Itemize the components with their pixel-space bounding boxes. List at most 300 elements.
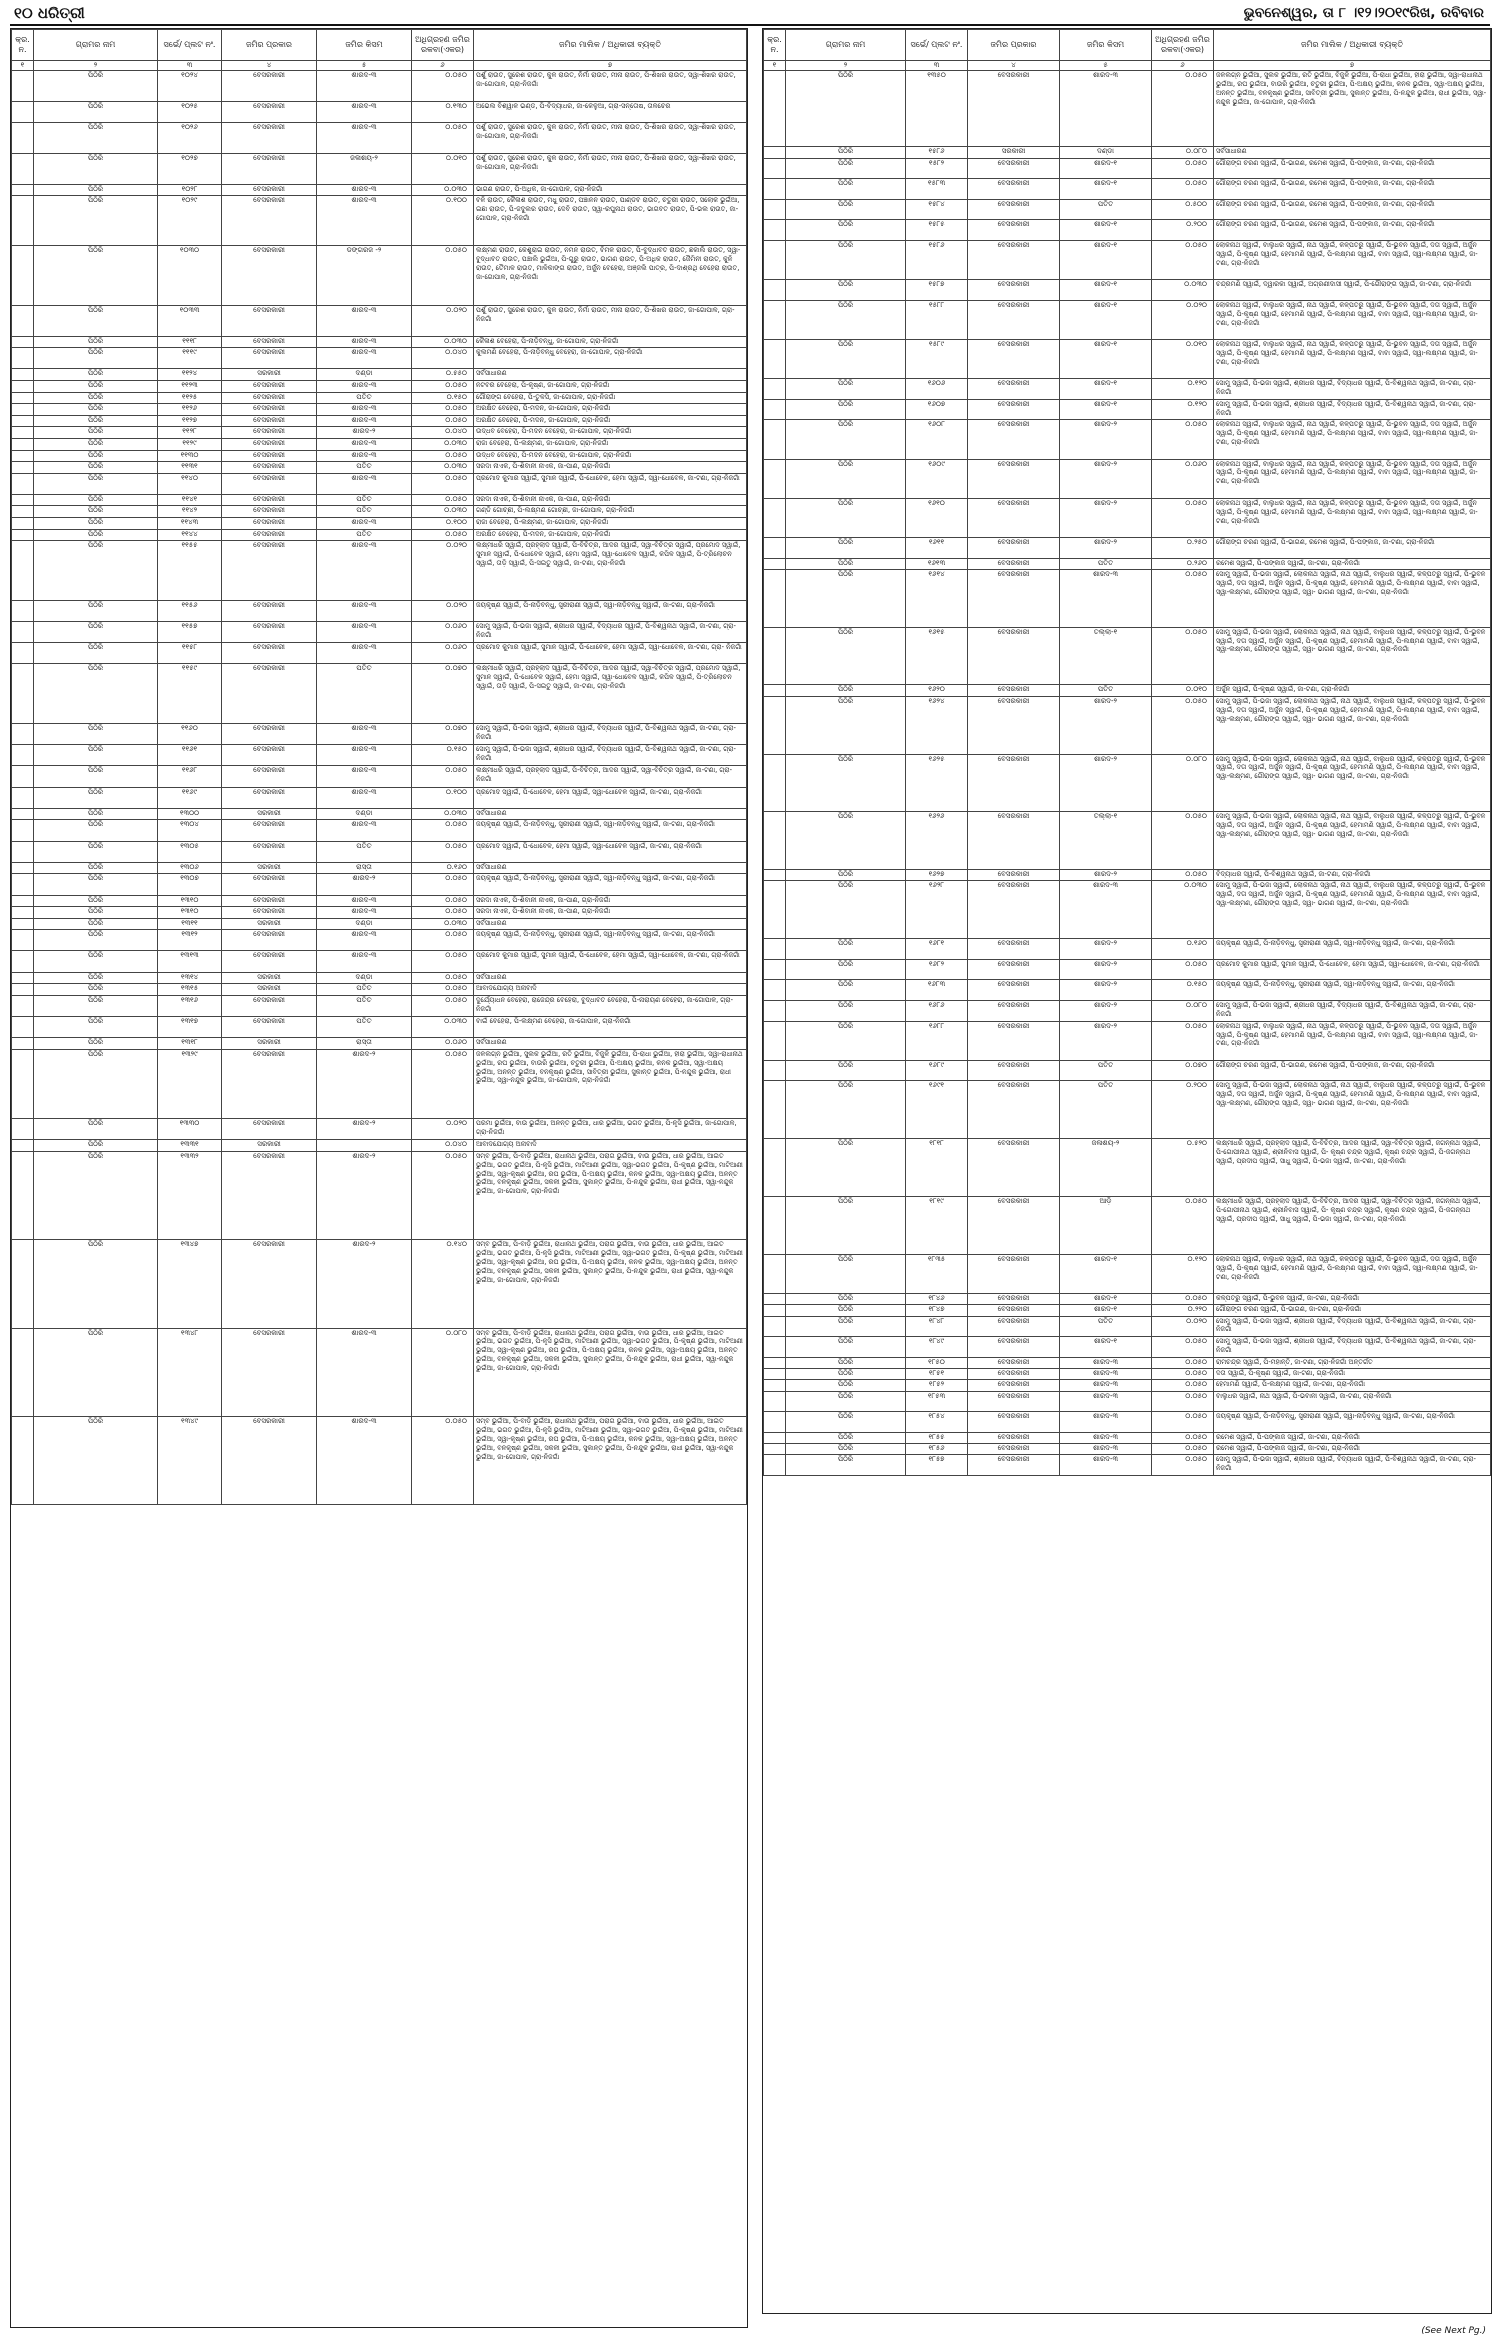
land-type-cell: ବେସରକାରୀ bbox=[968, 754, 1060, 812]
land-type-cell: ସରକାରୀ bbox=[222, 808, 317, 820]
plot-number-cell: ୧୫୮୨ bbox=[906, 158, 968, 179]
serial-cell bbox=[764, 280, 786, 301]
land-class-cell: ଶାରଦ-୩ bbox=[317, 1416, 412, 1504]
owner-cell: ଲୋକନାଥ ସ୍ୱାଇଁ, ବାଲୁଧର ସ୍ୱାଇଁ, ନାଥ ସ୍ୱାଇଁ, କଳ୍ପତରୁ ସ୍ୱାଇଁ, ପି-ଭୁବନ ସ୍ୱାଇଁ, ଦତା ସ୍ୱାଇଁ, ଅର୍ଜୁନ ସ୍ୱାଇଁ, ପି-କୃଷ୍ଣ ସ୍ୱାଇଁ, ହେମାମଣି ସ୍ୱାଇଁ, ପି-ଲକ୍ଷ୍ମଣ ସ୍ୱାଇଁ, ବାବା ସ୍ୱାଇଁ, ସ୍ୱା-ଲକ୍ଷ୍ମଣ ସ୍ୱାଇଁ, ଜା-ଟଣା, ଗ୍ରା-ନିଜଗାଁ bbox=[1214, 459, 1491, 498]
land-class-cell: ଶାରଦ-୩ bbox=[317, 518, 412, 530]
village-cell: ପିଠିରି bbox=[786, 420, 906, 459]
serial-cell bbox=[12, 450, 34, 462]
table-row bbox=[12, 541, 747, 601]
plot-number-cell: ୧୬୦୬ bbox=[906, 379, 968, 400]
owner-cell: ସର୍ବସାଧାରଣ bbox=[474, 862, 747, 874]
table-header-row bbox=[764, 30, 1491, 61]
land-type-cell: ବେସରକାରୀ bbox=[968, 1196, 1060, 1254]
area-cell: ୦.୦୫୦ bbox=[412, 766, 474, 787]
see-next-page-note: (See Next Pg.) bbox=[1421, 2326, 1486, 2336]
area-cell: ୦.୦୪୦ bbox=[412, 1140, 474, 1152]
land-type-cell: ସରକାରୀ bbox=[968, 147, 1060, 158]
area-cell: ୦.୦୭୦ bbox=[1152, 1060, 1214, 1081]
table-row bbox=[764, 498, 1491, 537]
serial-cell bbox=[764, 340, 786, 379]
village-cell: ପିଠିରି bbox=[34, 380, 158, 392]
table-row bbox=[764, 569, 1491, 627]
area-cell: ୦.୦୫୦ bbox=[1152, 1391, 1214, 1412]
plot-number-cell: ୧୧୪୦ bbox=[158, 473, 222, 494]
left-table-body bbox=[12, 71, 747, 1505]
land-class-cell: ଶାରଦ-୧ bbox=[1060, 379, 1152, 400]
plot-number-cell: ୧୩୧୫ bbox=[158, 984, 222, 996]
village-cell: ପିଠିରି bbox=[34, 1119, 158, 1140]
owner-cell: ଗୌରାଙ୍ଗ ଚରଣ ସ୍ୱାଇଁ, ପି-ଭାଗଣ, ରମେଶ ସ୍ୱାଇଁ, ପି-ପଙ୍କାଜ, ଜା-ଟଣା, ଗ୍ରା-ନିଜଗାଁ bbox=[1214, 158, 1491, 179]
land-type-cell: ବେସରକାରୀ bbox=[968, 881, 1060, 939]
table-row bbox=[12, 369, 747, 381]
plot-number-cell: ୧୧୪୩ bbox=[158, 518, 222, 530]
village-cell: ପିଠିରି bbox=[34, 246, 158, 306]
serial-cell bbox=[12, 841, 34, 862]
table-row bbox=[12, 1416, 747, 1504]
table-row bbox=[12, 122, 747, 153]
serial-cell bbox=[764, 1391, 786, 1412]
village-cell: ପିଠିରି bbox=[34, 348, 158, 369]
owner-cell: ସୋମୁ ସ୍ୱାଇଁ, ପି-ଭଜା ସ୍ୱାଇଁ, ଶ୍ରୀଧର ସ୍ୱାଇଁ, ବିଦ୍ୟାଧର ସ୍ୱାଇଁ, ପି-ବିଶ୍ୱନାଥ ସ୍ୱାଇଁ, ଜା-ଟଣା, ଗ୍ରା-ନିଜଗାଁ bbox=[1214, 1001, 1491, 1022]
col-header: ଜମିର ପ୍ରକାର bbox=[222, 30, 317, 61]
plot-number-cell: ୧୫୮୬ bbox=[906, 147, 968, 158]
serial-cell bbox=[12, 404, 34, 416]
col-header: ସର୍ଭେ/ ପ୍ଲଟ ନଂ. bbox=[906, 30, 968, 61]
area-cell: ୦.୦୫୦ bbox=[412, 1151, 474, 1239]
plot-number-cell: ୧୮୫୧ bbox=[906, 1369, 968, 1380]
area-cell: ୦.୦୨୦ bbox=[412, 600, 474, 621]
owner-cell: ଜଳଲଗ୍ନ ଭୁଇଁଆ, ସୁଲକ ଭୁଇଁଆ, ରତି ଭୁଇଁଆ, ବିଜୁଳି ଭୁଇଁଆ, ପି-ରାଧା ଭୁଇଁଆ, ହୀରା ଭୁଇଁଆ, ସ୍ୱା-ରାଧାନାଥ ଭୁଇଁଆ, ରଘ ଭୁଇଁଆ, ବାଉରି ଭୁଇଁଆ, ଚତୁରୀ ଭୁଇଁଆ, ପି-ଅକ୍ଷୟ ଭୁଇଁଆ, କନକ ଭୁଇଁଆ, ସ୍ୱା-ଅକ୍ଷୟ ଭୁଇଁଆ, ଅନନ୍ତ ଭୁଇଁଆ, ବନକୃଷ୍ଣ ଭୁଇଁଆ, ସାବିତ୍ରୀ ଭୁଇଁଆ, ସୁକାନ୍ତ ଭୁଇଁଆ, ପି-ନନ୍ଦୁକ ଭୁଇଁଆ, ରାଧୀ ଭୁଇଁଆ, ସ୍ୱା-ନନ୍ଦୁକ ଭୁଇଁଆ, ଜା-ଗୋପାଳ, ଗ୍ରା-ନିଜଗାଁ bbox=[474, 1049, 747, 1118]
plot-number-cell: ୧୬୮୬ bbox=[906, 1001, 968, 1022]
plot-number-cell: ୧୧୨୯ bbox=[158, 438, 222, 450]
owner-cell: ସୋମୁ ସ୍ୱାଇଁ, ପି-ଭଜା ସ୍ୱାଇଁ, ଲୋକନାଥ ସ୍ୱାଇଁ, ନାଥ ସ୍ୱାଇଁ, ବାଲୁଧର ସ୍ୱାଇଁ, କଳ୍ପତରୁ ସ୍ୱାଇଁ, ପି-ଭୁବନ ସ୍ୱାଇଁ, ଦତା ସ୍ୱାଇଁ, ଅର୍ଜୁନ ସ୍ୱାଇଁ, ପି-କୃଷ୍ଣ ସ୍ୱାଇଁ, ହେମାମଣି ସ୍ୱାଇଁ, ପି-ଲକ୍ଷ୍ମଣ ସ୍ୱାଇଁ, ବାବା ସ୍ୱାଇଁ, ସ୍ୱା-ଲକ୍ଷ୍ମଣ, ଗୌରାଙ୍ଗ ସ୍ୱାଇଁ, ସ୍ୱା- ଭାଗଣ ସ୍ୱାଇଁ, ଜା-ଟଣା, ଗ୍ରା-ନିଜଗାଁ bbox=[1214, 812, 1491, 870]
table-row bbox=[12, 820, 747, 841]
land-class-cell: ଶାରଦ-୩ bbox=[1060, 569, 1152, 627]
owner-cell: ଲକ୍ଷ୍ମୀଧରି ସ୍ୱାଇଁ, ପ୍ରହ୍ଲାଦ ସ୍ୱାଇଁ, ପି-ବିଚିତ୍ର, ଆଦର ସ୍ୱାଇଁ, ସ୍ୱା-ବିଚିତ୍ର ସ୍ୱାଇଁ, ଜଗନ୍ନାଥ ସ୍ୱାଇଁ, ପି-ଗୋପୀନାଥ ସ୍ୱାଇଁ, ଶ୍ରୀନିବାସ ସ୍ୱାଇଁ, ପି- କୃଷ୍ଣ ଚନ୍ଦ୍ର ସ୍ୱାଇଁ, କୃଷ୍ଣ ଚନ୍ଦ୍ର ସ୍ୱାଇଁ, ପି-ଜଗନ୍ନାଥ ସ୍ୱାଇଁ, ପ୍ରଦୀପ ସ୍ୱାଇଁ, ସାଧୁ ସ୍ୱାଇଁ, ପି-ଭଜା ସ୍ୱାଇଁ, ଜା-ଟଣା, ଗ୍ରା-ନିଜଗାଁ bbox=[1214, 1139, 1491, 1197]
area-cell: ୦.୨୨୦ bbox=[1152, 1305, 1214, 1316]
plot-number-cell: ୧୩୩୨ bbox=[158, 1151, 222, 1239]
land-class-cell: ଶାରଦ-୩ bbox=[1060, 1432, 1152, 1443]
area-cell: ୦.୦୫୦ bbox=[412, 1416, 474, 1504]
col-header: ଜମିର କିସମ bbox=[1060, 30, 1152, 61]
land-class-cell: ଶାରଦ-୩ bbox=[1060, 1391, 1152, 1412]
serial-cell bbox=[764, 1139, 786, 1197]
land-type-cell: ସରକାରୀ bbox=[222, 972, 317, 984]
col-header: ଗ୍ରାମର ନାମ bbox=[786, 30, 906, 61]
area-cell: ୦.୦୩୦ bbox=[1152, 881, 1214, 939]
land-type-cell: ବେସରକାରୀ bbox=[222, 427, 317, 439]
serial-cell bbox=[764, 1001, 786, 1022]
col-number: ୫ bbox=[317, 61, 412, 71]
land-type-cell: ବେସରକାରୀ bbox=[968, 1293, 1060, 1304]
land-type-cell: ବେସରକାରୀ bbox=[222, 415, 317, 427]
land-class-cell: ଶାରଦ-୨ bbox=[1060, 420, 1152, 459]
serial-cell bbox=[764, 379, 786, 400]
right-column bbox=[762, 28, 1492, 2314]
table-row bbox=[764, 1293, 1491, 1304]
serial-cell bbox=[764, 627, 786, 685]
land-type-cell: ବେସରକାରୀ bbox=[968, 558, 1060, 569]
area-cell: ୦.୦୫୦ bbox=[412, 972, 474, 984]
plot-number-cell: ୧୧୬୦ bbox=[158, 724, 222, 745]
serial-cell bbox=[764, 754, 786, 812]
land-class-cell: ଶାରଦ-୩ bbox=[317, 196, 412, 246]
land-class-cell: ଶାରଦ-୩ bbox=[317, 348, 412, 369]
land-type-cell: ବେସରକାରୀ bbox=[222, 380, 317, 392]
plot-number-cell: ୧୩୫୦ bbox=[906, 71, 968, 147]
village-cell: ପିଠିରି bbox=[786, 685, 906, 696]
owner-cell: ସୋମୁ ସ୍ୱାଇଁ, ପି-ଭଜା ସ୍ୱାଇଁ, ଲୋକନାଥ ସ୍ୱାଇଁ, ନାଥ ସ୍ୱାଇଁ, ବାଲୁଧର ସ୍ୱାଇଁ, କଳ୍ପତରୁ ସ୍ୱାଇଁ, ପି-ଭୁବନ ସ୍ୱାଇଁ, ଦତା ସ୍ୱାଇଁ, ଅର୍ଜୁନ ସ୍ୱାଇଁ, ପି-କୃଷ୍ଣ ସ୍ୱାଇଁ, ହେମାମଣି ସ୍ୱାଇଁ, ପି-ଲକ୍ଷ୍ମଣ ସ୍ୱାଇଁ, ବାବା ସ୍ୱାଇଁ, ସ୍ୱା-ଲକ୍ଷ୍ମଣ, ଗୌରାଙ୍ଗ ସ୍ୱାଇଁ, ସ୍ୱା- ଭାଗଣ ସ୍ୱାଇଁ, ଜା-ଟଣା, ଗ୍ରା-ନିଜଗାଁ bbox=[1214, 569, 1491, 627]
plot-number-cell: ୧୬୮୮ bbox=[906, 1021, 968, 1060]
owner-cell: ଲକ୍ଷ୍ମୀଧରି ସ୍ୱାଇଁ, ପ୍ରହ୍ଲାଦ ସ୍ୱାଇଁ, ପି-ବିଚିତ୍ର, ଆଦର ସ୍ୱାଇଁ, ସ୍ୱା-ବିଚିତ୍ର ସ୍ୱାଇଁ, ଜା-ଟଣା, ଗ୍ରା-ନିଜଗାଁ bbox=[474, 766, 747, 787]
village-cell: ପିଠିରି bbox=[786, 558, 906, 569]
owner-cell: ଲୋକନାଥ ସ୍ୱାଇଁ, ବାଲୁଧର ସ୍ୱାଇଁ, ନାଥ ସ୍ୱାଇଁ, କଳ୍ପତରୁ ସ୍ୱାଇଁ, ପି-ଭୁବନ ସ୍ୱାଇଁ, ଦତା ସ୍ୱାଇଁ, ଅର୍ଜୁନ ସ୍ୱାଇଁ, ପି-କୃଷ୍ଣ ସ୍ୱାଇଁ, ହେମାମଣି ସ୍ୱାଇଁ, ପି-ଲକ୍ଷ୍ମଣ ସ୍ୱାଇଁ, ବାବା ସ୍ୱାଇଁ, ସ୍ୱା-ଲକ୍ଷ୍ମଣ ସ୍ୱାଇଁ, ଜା-ଟଣା, ଗ୍ରା-ନିଜଗାଁ bbox=[1214, 1021, 1491, 1060]
owner-cell: ଗୌରାଙ୍ଗ ଚରଣ ସ୍ୱାଇଁ, ପି-ଭାଗଣ, ରମେଶ ସ୍ୱାଇଁ, ପି-ପଙ୍କାଜ, ଜା-ଟଣା, ଗ୍ରା-ନିଜଗାଁ bbox=[1214, 1060, 1491, 1081]
land-class-cell: ଶାରଦ-୩ bbox=[1060, 881, 1152, 939]
owner-cell: ରାମଚନ୍ଦ୍ର ସ୍ୱାଇଁ, ପି-ମହାନ୍ତି, ଜା-ଟଣା, ଗ୍ରା-ନିଜଗାଁ ଅନ୍ତର୍ଗତ bbox=[1214, 1357, 1491, 1368]
land-class-cell: ଦଣ୍ଡା bbox=[317, 972, 412, 984]
owner-cell: ଅରକ୍ଷିତ ବେହେରା, ପି-ମଦନ, ଜା-ଗୋପାଳ, ଗ୍ରା-ନିଜଗାଁ bbox=[474, 415, 747, 427]
col-header: ଅଧିଗ୍ରହଣ ଜମିର ରକବା(ଏକର) bbox=[1152, 30, 1214, 61]
table-row bbox=[764, 241, 1491, 280]
owner-cell: ପ୍ରମୋଦ କୁମାର ସ୍ୱାଇଁ, ସୁମାନ ସ୍ୱାଇଁ, ପି-ଧୋବେଳ, ହେମା ସ୍ୱାଇଁ, ସ୍ୱା-ଧୋବେଳ, ଜା-ଟଣା, ଗ୍ରା-ନିଜଗାଁ bbox=[1214, 959, 1491, 980]
owner-cell: ଜୟକୃଷ୍ଣ ସ୍ୱାଇଁ, ପି-ନାଡ଼ିବନ୍ଧୁ, ସ୍ତ୍ରୀରାଣୀ ସ୍ୱାଇଁ, ସ୍ୱା-ନାଡ଼ିବନ୍ଧୁ ସ୍ୱାଇଁ, ଜା-ଟଣା, ଗ୍ରା-ନିଜଗାଁ bbox=[1214, 939, 1491, 960]
col-header: କ୍ର. ନ. bbox=[764, 30, 786, 61]
table-row bbox=[764, 379, 1491, 400]
village-cell: ପିଠିରି bbox=[786, 179, 906, 200]
land-class-cell: ପତିତ bbox=[317, 841, 412, 862]
table-row bbox=[764, 1444, 1491, 1455]
land-class-cell: ଶାରଦ-୨ bbox=[317, 1151, 412, 1239]
land-type-cell: ବେସରକାରୀ bbox=[968, 1060, 1060, 1081]
plot-number-cell: ୧୧୫୭ bbox=[158, 622, 222, 643]
plot-number-cell: ୧୧୨୬ bbox=[158, 404, 222, 416]
table-row bbox=[12, 438, 747, 450]
land-type-cell: ବେସରକାରୀ bbox=[222, 1049, 317, 1118]
plot-number-cell: ୧୧୨୭ bbox=[158, 415, 222, 427]
plot-number-cell: ୧୮୧୯ bbox=[906, 1196, 968, 1254]
plot-number-cell: ୧୩୧୧ bbox=[158, 918, 222, 930]
village-cell: ପିଠିରି bbox=[34, 984, 158, 996]
land-type-cell: ବେସରକାରୀ bbox=[968, 1001, 1060, 1022]
table-row bbox=[764, 1254, 1491, 1293]
area-cell: ୦.୦୩୦ bbox=[412, 918, 474, 930]
village-cell: ପିଠିରି bbox=[34, 438, 158, 450]
plot-number-cell: ୧୮୪୯ bbox=[906, 1337, 968, 1358]
land-class-cell: ଦଣ୍ଡା bbox=[317, 369, 412, 381]
village-cell: ପିଠିରି bbox=[786, 1337, 906, 1358]
plot-number-cell: ୧୧୪୧ bbox=[158, 494, 222, 506]
serial-cell bbox=[12, 438, 34, 450]
serial-cell bbox=[764, 158, 786, 179]
area-cell: ୦.୧୨୦ bbox=[1152, 399, 1214, 420]
land-type-cell: ବେସରକାରୀ bbox=[968, 870, 1060, 881]
village-cell: ପିଠିରି bbox=[786, 1432, 906, 1443]
serial-cell bbox=[12, 122, 34, 153]
land-type-cell: ବେସରକାରୀ bbox=[222, 506, 317, 518]
table-row bbox=[12, 101, 747, 122]
land-type-cell: ବେସରକାରୀ bbox=[222, 1151, 317, 1239]
serial-cell bbox=[12, 907, 34, 919]
area-cell: ୦.୦୫୦ bbox=[412, 122, 474, 153]
plot-number-cell: ୧୩୧୩ bbox=[158, 951, 222, 972]
land-type-cell: ବେସରକାରୀ bbox=[968, 980, 1060, 1001]
area-cell: ୦.୦୫୦ bbox=[1152, 179, 1214, 200]
serial-cell bbox=[764, 959, 786, 980]
serial-cell bbox=[12, 462, 34, 474]
village-cell: ପିଠିରି bbox=[34, 1140, 158, 1152]
area-cell: ୦.୦୫୦ bbox=[412, 71, 474, 102]
owner-cell: ଜୟକୃଷ୍ଣ ସ୍ୱାଇଁ, ପି-ନାଡ଼ିବନ୍ଧୁ, ସ୍ତ୍ରୀରାଣୀ ସ୍ୱାଇଁ, ସ୍ୱା-ନାଡ଼ିବନ୍ଧୁ ସ୍ୱାଇଁ, ଜା-ଟଣା, ଗ୍ରା-ନିଜଗାଁ bbox=[474, 874, 747, 895]
owner-cell: ସର୍ବସାଧାରଣ bbox=[474, 808, 747, 820]
owner-cell: କୁଲମଣି ବେହେରା, ପି-ନାଡ଼ିବନ୍ଧୁ ବେହେରା, ଜା-ଗୋପାଳ, ଗ୍ରା-ନିଜଗାଁ bbox=[474, 348, 747, 369]
village-cell: ପିଠିରି bbox=[34, 841, 158, 862]
area-cell: ୦.୦୫୦ bbox=[412, 874, 474, 895]
plot-number-cell: ୧୦୨୬ bbox=[158, 122, 222, 153]
area-cell: ୦.୦୫୦ bbox=[1152, 241, 1214, 280]
land-type-cell: ବେସରକାରୀ bbox=[968, 537, 1060, 558]
village-cell: ପିଠିରି bbox=[786, 241, 906, 280]
serial-cell bbox=[12, 153, 34, 184]
serial-cell bbox=[764, 980, 786, 1001]
land-type-cell: ବେସରକାରୀ bbox=[222, 841, 317, 862]
table-row bbox=[764, 420, 1491, 459]
land-type-cell: ସରକାରୀ bbox=[222, 862, 317, 874]
plot-number-cell: ୧୫୮୭ bbox=[906, 280, 968, 301]
land-class-cell: ଶାରଦ-୩ bbox=[1060, 71, 1152, 147]
area-cell: ୦.୧୩୦ bbox=[412, 101, 474, 122]
serial-cell bbox=[12, 600, 34, 621]
land-class-cell: ଶାରଦ-୨ bbox=[1060, 754, 1152, 812]
area-cell: ୦.୦୩୦ bbox=[412, 438, 474, 450]
village-cell: ପିଠିରି bbox=[786, 1293, 906, 1304]
serial-cell bbox=[764, 1196, 786, 1254]
area-cell: ୦.୦୫୦ bbox=[1152, 812, 1214, 870]
table-row bbox=[764, 158, 1491, 179]
table-row bbox=[764, 179, 1491, 200]
serial-cell bbox=[12, 473, 34, 494]
area-cell: ୦.୦୫୦ bbox=[412, 404, 474, 416]
land-type-cell: ବେସରକାରୀ bbox=[222, 820, 317, 841]
land-type-cell: ବେସରକାରୀ bbox=[222, 71, 317, 102]
table-row bbox=[12, 196, 747, 246]
village-cell: ପିଠିରି bbox=[34, 153, 158, 184]
land-class-cell: ଶାରଦ-୨ bbox=[1060, 980, 1152, 1001]
plot-number-cell: ୧୮୫୫ bbox=[906, 1432, 968, 1443]
table-row bbox=[764, 340, 1491, 379]
table-row bbox=[764, 1196, 1491, 1254]
land-type-cell: ବେସରକାରୀ bbox=[222, 101, 317, 122]
owner-cell: ଜୟକୃଷ୍ଣ ସ୍ୱାଇଁ, ପି-ନାଡ଼ିବନ୍ଧୁ, ସ୍ତ୍ରୀରାଣୀ ସ୍ୱାଇଁ, ସ୍ୱା-ନାଡ଼ିବନ୍ଧୁ ସ୍ୱାଇଁ, ଜା-ଟଣା, ଗ୍ରା-ନିଜଗାଁ bbox=[1214, 1412, 1491, 1433]
table-row bbox=[764, 1081, 1491, 1139]
table-row bbox=[764, 1305, 1491, 1316]
owner-cell: ପ୍ରମୋଦ ସ୍ୱାଇଁ, ପି-ଧୋବେଳ, ହେମା ସ୍ୱାଇଁ, ସ୍ୱା-ଧୋବେଳ ସ୍ୱାଇଁ, ଜା-ଟଣା, ଗ୍ରା-ନିଜଗାଁ bbox=[474, 841, 747, 862]
serial-cell bbox=[764, 1357, 786, 1368]
plot-number-cell: ୧୩୪୮ bbox=[158, 1328, 222, 1416]
owner-cell: ଜଳଲଗ୍ନ ଭୁଇଁଆ, ସୁଲକ ଭୁଇଁଆ, ରତି ଭୁଇଁଆ, ବିଜୁଳି ଭୁଇଁଆ, ପି-ରାଧା ଭୁଇଁଆ, ହୀରା ଭୁଇଁଆ, ସ୍ୱା-ରାଧାନାଥ ଭୁଇଁଆ, ରଘ ଭୁଇଁଆ, ବାଉରି ଭୁଇଁଆ, ଚତୁରୀ ଭୁଇଁଆ, ପି-ଅକ୍ଷୟ ଭୁଇଁଆ, କନକ ଭୁଇଁଆ, ସ୍ୱା-ଅକ୍ଷୟ ଭୁଇଁଆ, ଅନନ୍ତ ଭୁଇଁଆ, ବନକୃଷ୍ଣ ଭୁଇଁଆ, ସାବିତ୍ରୀ ଭୁଇଁଆ, ସୁକାନ୍ତ ଭୁଇଁଆ, ପି-ନନ୍ଦୁକ ଭୁଇଁଆ, ରାଧୀ ଭୁଇଁଆ, ସ୍ୱା-ନନ୍ଦୁକ ଭୁଇଁଆ, ଜା-ଗୋପାଳ, ଗ୍ରା-ନିଜଗାଁ bbox=[1214, 71, 1491, 147]
land-type-cell: ବେସରକାରୀ bbox=[222, 1416, 317, 1504]
land-type-cell: ବେସରକାରୀ bbox=[968, 959, 1060, 980]
col-number: ୧ bbox=[12, 61, 34, 71]
area-cell: ୦.୦୫୦ bbox=[1152, 1412, 1214, 1433]
area-cell: ୦.୧୬୦ bbox=[1152, 939, 1214, 960]
table-row bbox=[764, 1357, 1491, 1368]
left-column bbox=[10, 28, 748, 2328]
serial-cell bbox=[12, 518, 34, 530]
area-cell: ୦.୦୫୦ bbox=[1152, 1455, 1214, 1476]
col-number: ୫ bbox=[1060, 61, 1152, 71]
village-cell: ପିଠିରି bbox=[34, 529, 158, 541]
area-cell: ୦.୦୨୦ bbox=[412, 1119, 474, 1140]
land-class-cell: ପତିତ bbox=[1060, 685, 1152, 696]
owner-cell: ସର୍ବସାଧାରଣ bbox=[474, 369, 747, 381]
plot-number-cell: ୧୦୨୮ bbox=[158, 184, 222, 196]
serial-cell bbox=[764, 399, 786, 420]
village-cell: ପିଠିରି bbox=[786, 1021, 906, 1060]
owner-cell: ଲକ୍ଷ୍ମୀଧରି ସ୍ୱାଇଁ, ପ୍ରହ୍ଲାଦ ସ୍ୱାଇଁ, ପି-ବିଚିତ୍ର, ଆଦର ସ୍ୱାଇଁ, ସ୍ୱା-ବିଚିତ୍ର ସ୍ୱାଇଁ, ପ୍ରମୋଦ ସ୍ୱାଇଁ, ସୁମାନ ସ୍ୱାଇଁ, ପି-ଧୋବେଳ ସ୍ୱାଇଁ, ହେମା ସ୍ୱାଇଁ, ସ୍ୱା-ଧୋବେଳ ସ୍ୱାଇଁ, କପିଳ ସ୍ୱାଇଁ, ପି-ତ୍ରିଲୋଚନ ସ୍ୱାଇଁ, ତାଡ଼ି ସ୍ୱାଇଁ, ପି-ସଇତୁ ସ୍ୱାଇଁ, ଜା-ଟଣା, ଗ୍ରା-ନିଜଗାଁ bbox=[474, 664, 747, 724]
table-row bbox=[12, 808, 747, 820]
table-row bbox=[764, 870, 1491, 881]
land-class-cell: ଶାରଦ-୨ bbox=[317, 1049, 412, 1118]
plot-number-cell: ୧୩୧୦ bbox=[158, 895, 222, 907]
serial-cell bbox=[12, 1328, 34, 1416]
area-cell: ୦.୦୪୦ bbox=[412, 348, 474, 369]
land-type-cell: ବେସରକାରୀ bbox=[222, 907, 317, 919]
land-class-cell: ଶାରଦ-୩ bbox=[317, 600, 412, 621]
serial-cell bbox=[764, 1369, 786, 1380]
land-class-cell: ଶାରଦ-୨ bbox=[317, 1119, 412, 1140]
area-cell: ୦.୦୩୦ bbox=[412, 1017, 474, 1038]
village-cell: ପିଠିରି bbox=[34, 1328, 158, 1416]
serial-cell bbox=[12, 336, 34, 348]
land-type-cell: ବେସରକାରୀ bbox=[968, 1337, 1060, 1358]
area-cell: ୦.୦୫୦ bbox=[1152, 1444, 1214, 1455]
area-cell: ୦.୦୫୦ bbox=[1152, 1357, 1214, 1368]
land-type-cell: ବେସରକାରୀ bbox=[222, 1240, 317, 1328]
table-row bbox=[12, 1151, 747, 1239]
village-cell: ପିଠିରି bbox=[786, 1001, 906, 1022]
area-cell: ୦.୦୫୦ bbox=[1152, 1337, 1214, 1358]
table-row bbox=[12, 984, 747, 996]
table-row bbox=[12, 841, 747, 862]
area-cell: ୦.୦୨୦ bbox=[412, 541, 474, 601]
land-class-cell: ଶାରଦ-୨ bbox=[1060, 870, 1152, 881]
land-type-cell: ସରକାରୀ bbox=[222, 369, 317, 381]
land-class-cell: ଶାରଦ-୨ bbox=[1060, 537, 1152, 558]
village-cell: ପିଠିରି bbox=[786, 696, 906, 754]
village-cell: ପିଠିରି bbox=[786, 959, 906, 980]
village-cell: ପିଠିରି bbox=[34, 494, 158, 506]
land-type-cell: ବେସରକାରୀ bbox=[968, 199, 1060, 220]
plot-number-cell: ୧୮୪୭ bbox=[906, 1305, 968, 1316]
land-class-cell: ଶାରଦ-୨ bbox=[317, 1240, 412, 1328]
land-type-cell: ବେସରକାରୀ bbox=[222, 246, 317, 306]
table-row bbox=[764, 1412, 1491, 1433]
serial-cell bbox=[12, 951, 34, 972]
serial-cell bbox=[764, 1060, 786, 1081]
table-row bbox=[764, 1021, 1491, 1060]
land-class-cell: ଶାରଦ-୩ bbox=[1060, 1412, 1152, 1433]
land-class-cell: ଶାରଦ-୩ bbox=[317, 122, 412, 153]
serial-cell bbox=[12, 766, 34, 787]
area-cell: ୦.୦୫୦ bbox=[412, 380, 474, 392]
serial-cell bbox=[12, 664, 34, 724]
table-row bbox=[12, 450, 747, 462]
village-cell: ପିଠିରି bbox=[34, 600, 158, 621]
land-table-right bbox=[763, 29, 1491, 1476]
serial-cell bbox=[764, 696, 786, 754]
owner-cell: ସୋମୁ ସ୍ୱାଇଁ, ପି-ଭଜା ସ୍ୱାଇଁ, ଶ୍ରୀଧର ସ୍ୱାଇଁ, ବିଦ୍ୟାଧର ସ୍ୱାଇଁ, ପି-ବିଶ୍ୱନାଥ ସ୍ୱାଇଁ, ଜା-ଟଣା, ଗ୍ରା-ନିଜଗାଁ bbox=[1214, 1455, 1491, 1476]
area-cell: ୦.୦୩୦ bbox=[412, 462, 474, 474]
table-row bbox=[12, 415, 747, 427]
col-header: ଜମିର କିସମ bbox=[317, 30, 412, 61]
land-class-cell: ପତିତ bbox=[1060, 1316, 1152, 1337]
serial-cell bbox=[764, 812, 786, 870]
col-header: ସର୍ଭେ/ ପ୍ଲଟ ନଂ. bbox=[158, 30, 222, 61]
owner-cell: ଲକ୍ଷ୍ମଣ ରାଉତ, କେଶୁରାଇ ରାଉତ, ନମନ ରାଉତ, ବିମଳ ରାଉତ, ପି-ବୁଦ୍ଧାବତ ରାଉତ, ଛକାଲି ରାଉତ, ସ୍ୱା-ବୁଦ୍ଧାବତ ରାଉତ, ପଞ୍ଚାଲି ଭୁଇଁଆ, ପି-ଗୁରୁ ରାଉତ, ଭାଗଣ ରାଉତ, ପି-ଅଧିକ ରାଉତ, ଜୈମିନୀ ରାଉତ, କୁନି ରାଉତ, ତୈମାଳ ରାଉତ, ମାଳିକାଙ୍ଗ ରାଉତ, ଅର୍ଜୁନ ବେହେରା, ଅଞ୍ଜଲି ପାତ୍ର, ପି-ଦାଶ୍ରଥି ବେହେରା ରାଉତ, ଜା-ଗୋପାଳ, ଗ୍ରା-ନିଜଗାଁ bbox=[474, 246, 747, 306]
village-cell: ପିଠିରି bbox=[786, 939, 906, 960]
area-cell: ୦.୦୫୦ bbox=[412, 930, 474, 951]
table-row bbox=[764, 1337, 1491, 1358]
table-row bbox=[12, 766, 747, 787]
right-table-body bbox=[764, 71, 1491, 1476]
area-cell: ୦.୦୫୦ bbox=[1152, 959, 1214, 980]
village-cell: ପିଠିରି bbox=[786, 1081, 906, 1139]
plot-number-cell: ୧୩୧୮ bbox=[158, 1038, 222, 1050]
area-cell: ୦.୦୫୦ bbox=[1152, 1380, 1214, 1391]
owner-cell: ଗୌରାଙ୍ଗ ଚରଣ ସ୍ୱାଇଁ, ପି-ଭାଗଣ, ରମେଶ ସ୍ୱାଇଁ, ପି-ପଙ୍କାଜ, ଜା-ଟଣା, ଗ୍ରା-ନିଜଗାଁ bbox=[1214, 179, 1491, 200]
land-type-cell: ବେସରକାରୀ bbox=[968, 498, 1060, 537]
land-class-cell: ଶାରଦ-୩ bbox=[317, 473, 412, 494]
serial-cell bbox=[764, 220, 786, 241]
land-type-cell: ବେସରକାରୀ bbox=[222, 745, 317, 766]
village-cell: ପିଠିରି bbox=[786, 1316, 906, 1337]
land-type-cell: ବେସରକାରୀ bbox=[968, 158, 1060, 179]
table-row bbox=[12, 1140, 747, 1152]
serial-cell bbox=[764, 71, 786, 147]
land-class-cell: ଶାରଦ-୧ bbox=[1060, 241, 1152, 280]
land-class-cell: ଦଣ୍ଡା bbox=[317, 808, 412, 820]
serial-cell bbox=[12, 1240, 34, 1328]
land-class-cell: ଶାରଦ-୨ bbox=[1060, 696, 1152, 754]
village-cell: ପିଠିରି bbox=[786, 300, 906, 339]
owner-cell: ଆବାଦଯୋଗ୍ୟ ଅନାବାଦି bbox=[474, 1140, 747, 1152]
village-cell: ପିଠିରି bbox=[786, 881, 906, 939]
table-row bbox=[764, 558, 1491, 569]
serial-cell bbox=[764, 939, 786, 960]
plot-number-cell: ୧୧୨୩ bbox=[158, 380, 222, 392]
area-cell: ୦.୦୫୦ bbox=[412, 984, 474, 996]
village-cell: ପିଠିରି bbox=[34, 808, 158, 820]
village-cell: ପିଠିରି bbox=[34, 895, 158, 907]
plot-number-cell: ୧୧୫୬ bbox=[158, 600, 222, 621]
land-type-cell: ବେସରକାରୀ bbox=[222, 541, 317, 601]
plot-number-cell: ୧୮୫୩ bbox=[906, 1391, 968, 1412]
area-cell: ୦.୦୫୦ bbox=[1152, 696, 1214, 754]
serial-cell bbox=[12, 1151, 34, 1239]
area-cell: ୦.୦୫୦ bbox=[412, 895, 474, 907]
plot-number-cell: ୧୩୧୨ bbox=[158, 930, 222, 951]
serial-cell bbox=[12, 622, 34, 643]
table-row bbox=[764, 980, 1491, 1001]
land-type-cell: ବେସରକାରୀ bbox=[222, 438, 317, 450]
plot-number-cell: ୧୬୨୮ bbox=[906, 881, 968, 939]
owner-cell: ସୋମୁ ସ୍ୱାଇଁ, ପି-ଭଜା ସ୍ୱାଇଁ, ଲୋକନାଥ ସ୍ୱାଇଁ, ନାଥ ସ୍ୱାଇଁ, ବାଲୁଧର ସ୍ୱାଇଁ, କଳ୍ପତରୁ ସ୍ୱାଇଁ, ପି-ଭୁବନ ସ୍ୱାଇଁ, ଦତା ସ୍ୱାଇଁ, ଅର୍ଜୁନ ସ୍ୱାଇଁ, ପି-କୃଷ୍ଣ ସ୍ୱାଇଁ, ହେମାମଣି ସ୍ୱାଇଁ, ପି-ଲକ୍ଷ୍ମଣ ସ୍ୱାଇଁ, ବାବା ସ୍ୱାଇଁ, ସ୍ୱା-ଲକ୍ଷ୍ମଣ, ଗୌରାଙ୍ଗ ସ୍ୱାଇଁ, ସ୍ୱା- ଭାଗଣ ସ୍ୱାଇଁ, ଜା-ଟଣା, ଗ୍ରା-ନିଜଗାଁ bbox=[1214, 627, 1491, 685]
table-row bbox=[764, 300, 1491, 339]
land-class-cell: ଶାରଦ-୧ bbox=[1060, 399, 1152, 420]
area-cell: ୦.୦୩୦ bbox=[412, 184, 474, 196]
table-row bbox=[12, 745, 747, 766]
